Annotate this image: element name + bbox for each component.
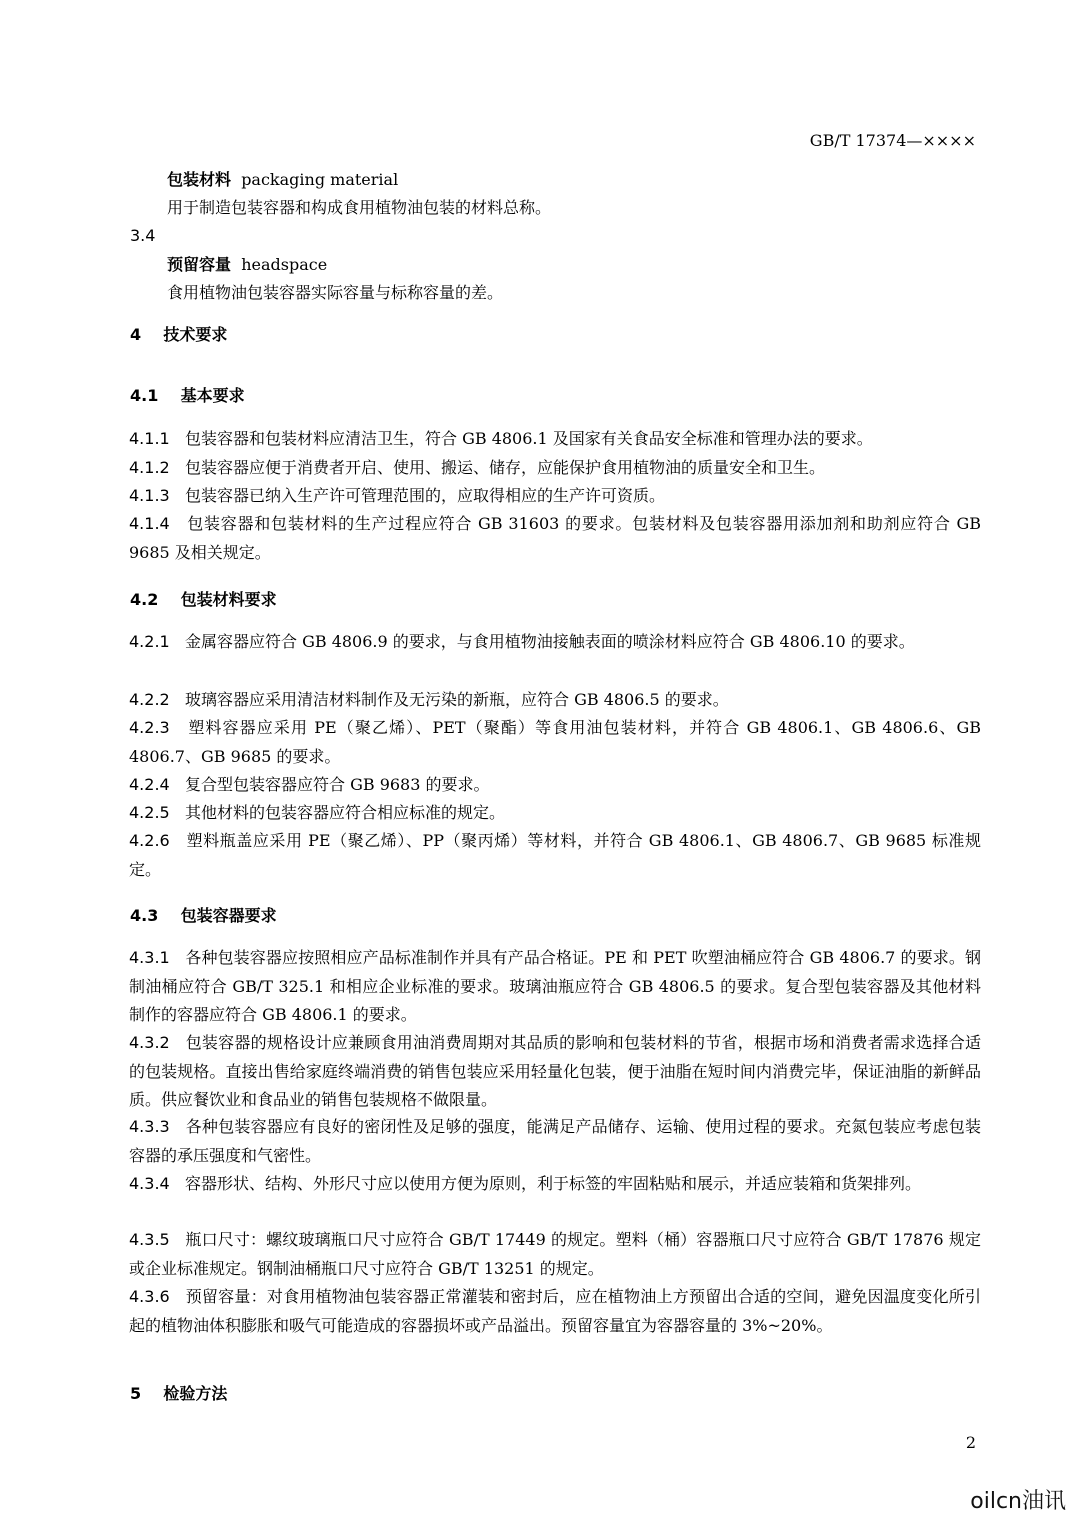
clause-number: 4.1.4 <box>129 514 170 533</box>
definition-3-4: 食用植物油包装容器实际容量与标称容量的差。 <box>167 283 504 302</box>
term-3-4 <box>167 255 327 275</box>
section-3-4-number: 3.4 <box>130 226 156 245</box>
section-4-heading <box>130 325 227 345</box>
clause-text: 容器形状、结构、外形尺寸应以使用方便为原则，利于标签的牢固粘贴和展示，并适应装箱和货架排列。 <box>184 1174 921 1193</box>
section-5-heading <box>130 1384 227 1404</box>
section-5-title: 检验方法 <box>163 1384 228 1403</box>
section-4-2-heading <box>130 590 277 610</box>
clause-text: 玻璃容器应采用清洁材料制作及无污染的新瓶，应符合 GB 4806.5 的要求。 <box>184 690 729 709</box>
clause-number: 4.3.4 <box>129 1174 170 1193</box>
clause-number: 4.2.1 <box>129 632 170 651</box>
section-4-1-number: 4.1 <box>130 386 159 405</box>
term-3-4-zh: 预留容量 <box>167 255 232 274</box>
clause-number: 4.1.1 <box>129 429 170 448</box>
section-4-3-heading <box>130 906 277 926</box>
clause-number: 4.3.6 <box>129 1287 170 1306</box>
clause-text: 塑料瓶盖应采用 PE（聚乙烯）、PP（聚丙烯）等材料，并符合 GB 4806.1、GB 4806.7、GB 9685 标准规定。 <box>129 831 981 879</box>
clause-4-1-3 <box>129 482 981 511</box>
clause-4-3-3 <box>129 1113 981 1170</box>
term-3-3-zh: 包装材料 <box>167 170 232 189</box>
section-4-2-title: 包装材料要求 <box>180 590 277 609</box>
section-4-3-title: 包装容器要求 <box>180 906 277 925</box>
clause-number: 4.3.3 <box>129 1117 170 1136</box>
clause-4-2-2 <box>129 686 981 715</box>
clause-text: 金属容器应符合 GB 4806.9 的要求，与食用植物油接触表面的喷涂材料应符合 GB 4806.10 的要求。 <box>184 632 915 651</box>
clause-text: 各种包装容器应有良好的密闭性及足够的强度，能满足产品储存、运输、使用过程的要求。充氮包装应考虑包装容器的承压强度和气密性。 <box>129 1117 981 1165</box>
watermark: oilcn油讯 <box>970 1489 1066 1514</box>
clause-number: 4.2.5 <box>129 803 170 822</box>
section-4-1-title: 基本要求 <box>180 386 245 405</box>
clause-number: 4.2.3 <box>129 718 170 737</box>
clause-4-3-1 <box>129 944 981 1030</box>
clause-4-2-4 <box>129 771 981 800</box>
section-5-number: 5 <box>130 1384 142 1403</box>
document-id-header: GB/T 17374—×××× <box>809 131 976 150</box>
definition-3-3: 用于制造包装容器和构成食用植物油包装的材料总称。 <box>167 198 552 217</box>
clause-number: 4.3.2 <box>129 1033 170 1052</box>
clause-text: 包装容器已纳入生产许可管理范围的，应取得相应的生产许可资质。 <box>184 486 665 505</box>
clause-4-1-1 <box>129 425 981 454</box>
clause-number: 4.1.3 <box>129 486 170 505</box>
clause-4-3-4 <box>129 1170 981 1199</box>
clause-number: 4.3.5 <box>129 1230 170 1249</box>
clause-number: 4.1.2 <box>129 458 170 477</box>
clause-4-1-2 <box>129 454 981 483</box>
section-4-1-heading <box>130 386 245 406</box>
clause-4-3-6 <box>129 1283 981 1340</box>
page-number: 2 <box>965 1433 976 1452</box>
clause-4-2-5 <box>129 799 981 828</box>
clause-text: 塑料容器应采用 PE（聚乙烯）、PET（聚酯）等食用油包装材料，并符合 GB 4806.1、GB 4806.6、GB 4806.7、GB 9685 的要求。 <box>129 718 981 766</box>
clause-4-2-3 <box>129 714 981 771</box>
clause-text: 包装容器和包装材料的生产过程应符合 GB 31603 的要求。包装材料及包装容器用添加剂和助剂应符合 GB 9685 及相关规定。 <box>129 514 981 562</box>
clause-text: 瓶口尺寸：螺纹玻璃瓶口尺寸应符合 GB/T 17449 的规定。塑料（桶）容器瓶口尺寸应符合 GB/T 17876 规定或企业标准规定。钢制油桶瓶口尺寸应符合 GB/T 13251 的规定。 <box>129 1230 981 1278</box>
clause-number: 4.2.6 <box>129 831 170 850</box>
clause-number: 4.2.2 <box>129 690 170 709</box>
clause-4-3-2 <box>129 1029 981 1115</box>
clause-text: 包装容器和包装材料应清洁卫生，符合 GB 4806.1 及国家有关食品安全标准和管理办法的要求。 <box>184 429 873 448</box>
clause-text: 复合型包装容器应符合 GB 9683 的要求。 <box>184 775 490 794</box>
term-3-3-en: packaging material <box>241 170 399 189</box>
section-4-title: 技术要求 <box>163 325 228 344</box>
section-4-2-number: 4.2 <box>130 590 159 609</box>
clause-4-3-5 <box>129 1226 981 1283</box>
section-4-3-number: 4.3 <box>130 906 159 925</box>
clause-4-2-1 <box>129 628 981 657</box>
clause-text: 其他材料的包装容器应符合相应标准的规定。 <box>184 803 505 822</box>
clause-number: 4.3.1 <box>129 948 170 967</box>
clause-number: 4.2.4 <box>129 775 170 794</box>
clause-text: 各种包装容器应按照相应产品标准制作并具有产品合格证。PE 和 PET 吹塑油桶应符合 GB 4806.7 的要求。钢制油桶应符合 GB/T 325.1 和相应企业标准的要求。玻璃油瓶应符合 GB 4806.5 的要求。复合型包装容器及其他材料制作的容器应符合 GB 4806.1 的要求。 <box>129 948 981 1024</box>
clause-text: 包装容器应便于消费者开启、使用、搬运、储存，应能保护食用植物油的质量安全和卫生。 <box>184 458 825 477</box>
clause-4-1-4 <box>129 510 981 567</box>
clause-text: 包装容器的规格设计应兼顾食用油消费周期对其品质的影响和包装材料的节省，根据市场和消费者需求选择合适的包装规格。直接出售给家庭终端消费的销售包装应采用轻量化包装，便于油脂在短时间内消费完毕，保证油脂的新鲜品质。供应餐饮业和食品业的销售包装规格不做限量。 <box>129 1033 981 1109</box>
clause-4-2-6 <box>129 827 981 884</box>
term-3-4-en: headspace <box>241 255 328 274</box>
clause-text: 预留容量：对食用植物油包装容器正常灌装和密封后，应在植物油上方预留出合适的空间，避免因温度变化所引起的植物油体积膨胀和吸气可能造成的容器损坏或产品溢出。预留容量宜为容器容量的 3%~20%。 <box>129 1287 981 1335</box>
term-3-3 <box>167 170 398 190</box>
section-4-number: 4 <box>130 325 142 344</box>
